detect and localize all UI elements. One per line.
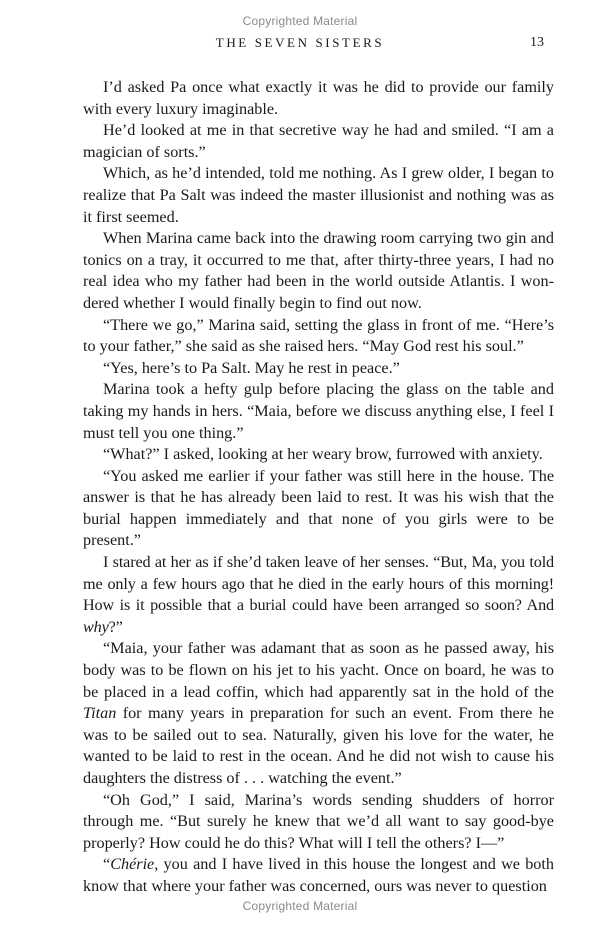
paragraph: “Maia, your father was adamant that as soon as he passed away, his body was to be flown on his jet to his yacht. Once on board, he was to be placed in a lead coffin, which had apparently sat in the hold of the Titan for many years in preparation for such an event. From there he was to be sailed out to sea. Naturally, given his love for the water, he wanted to be laid to rest in the ocean. And he did not wish to cause his daughters the distress of . . . watching the event.” bbox=[83, 639, 554, 787]
paragraph: He’d looked at me in that secretive way he had and smiled. “I am a magician of sorts.” bbox=[83, 121, 554, 161]
copyright-watermark-top: Copyrighted Material bbox=[242, 14, 358, 28]
paragraph: “Chérie, you and I have lived in this house the longest and we both know that where your father was concerned, ours was never to question bbox=[83, 855, 554, 895]
copyright-watermark-bottom: Copyrighted Material bbox=[242, 899, 358, 913]
paragraph: “You asked me earlier if your father was still here in the house. The answer is that he has already been laid to rest. It was his wish that the burial happen immediately and that none of you girls were to be present.” bbox=[83, 466, 554, 550]
emphasis-cherie: Chérie bbox=[110, 855, 155, 874]
paragraph: I’d asked Pa once what exactly it was he did to provide our family with every luxury imaginable. bbox=[83, 78, 554, 118]
book-title: THE SEVEN SISTERS bbox=[215, 35, 385, 50]
ship-name-titan: Titan bbox=[83, 704, 117, 723]
emphasis-why: why bbox=[83, 617, 109, 636]
paragraph: “Oh God,” I said, Marina’s words sending shudders of horror through me. “But surely he knew that we’d all want to say good-bye properly? How could he do this? What will I tell the others? I—” bbox=[83, 790, 554, 852]
running-head bbox=[0, 34, 600, 54]
paragraph: “Yes, here’s to Pa Salt. May he rest in peace.” bbox=[103, 358, 400, 377]
paragraph: When Marina came back into the drawing room carrying two gin and tonics on a tray, it occurred to me that, after thirty-three years, I had no real idea who my father had been in the world outside Atlantis. I wondered whether I would finally begin to find out now. bbox=[83, 229, 554, 312]
paragraph: “What?” I asked, looking at her weary brow, furrowed with anxiety. bbox=[103, 445, 543, 464]
body-text bbox=[83, 77, 554, 898]
page-number: 13 bbox=[530, 35, 544, 50]
paragraph: Which, as he’d intended, told me nothing. As I grew older, I began to realize that Pa Salt was indeed the master illusionist and nothing was as it first seemed. bbox=[83, 164, 554, 226]
paragraph: I stared at her as if she’d taken leave of her senses. “But, Ma, you told me only a few hours ago that he died in the early hours of this morning! How is it possible that a burial could have been arranged so soon? And why?” bbox=[83, 553, 554, 636]
paragraph: Marina took a hefty gulp before placing the glass on the table and taking my hands in hers. “Maia, before we discuss anything else, I feel I must tell you one thing.” bbox=[83, 380, 554, 442]
paragraph: “There we go,” Marina said, setting the glass in front of me. “Here’s to your father,” she said as she raised hers. “May God rest his soul.” bbox=[83, 315, 554, 356]
